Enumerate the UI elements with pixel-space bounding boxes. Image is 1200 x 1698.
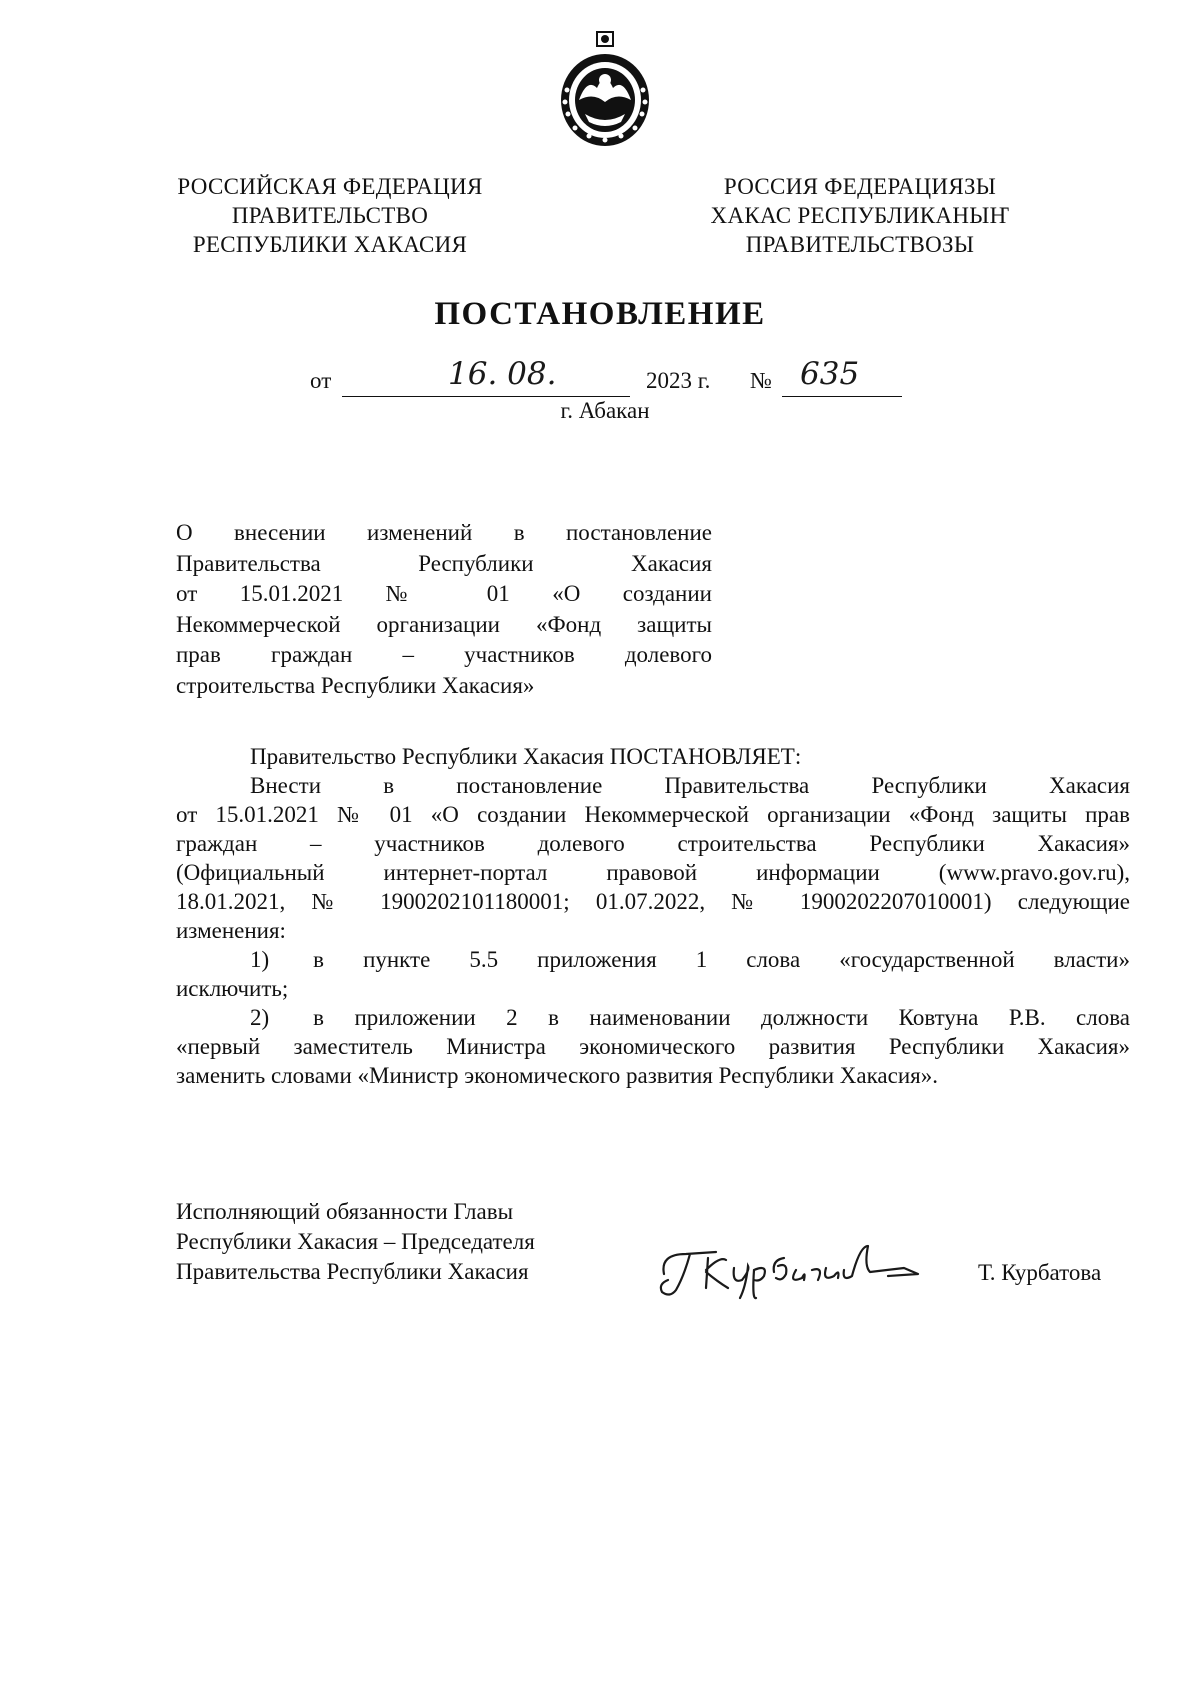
intro-line-5: 18.01.2021, № 1900202101180001; 01.07.2022, № 1900202207010001) следующие	[176, 889, 1130, 914]
header-right	[690, 172, 1030, 259]
document-title: ПОСТАНОВЛЕНИЕ	[434, 296, 766, 332]
year-label: 2023 г.	[646, 368, 711, 393]
handwritten-signature	[656, 1240, 936, 1302]
list-item-1-number: 1)	[250, 947, 270, 972]
city: г. Абакан	[560, 398, 650, 423]
header-right-line-1: РОССИЯ ФЕДЕРАЦИЯЗЫ	[723, 174, 997, 199]
list-item-1	[176, 945, 1130, 974]
number-label: №	[750, 368, 772, 393]
intro-line-6: изменения:	[176, 918, 286, 943]
handwritten-number: 635	[800, 356, 860, 392]
header-left	[160, 172, 500, 259]
intro-line-1: Внести в постановление Правительства Республики Хакасия	[250, 773, 1130, 798]
body-text	[176, 742, 1130, 1090]
date-prefix: от	[310, 368, 332, 393]
decree-line: Правительство Республики Хакасия ПОСТАНОВЛЯЕТ:	[250, 744, 802, 769]
signatory-position-line-2: Республики Хакасия – Председателя	[176, 1229, 535, 1254]
header-right-line-3: ПРАВИТЕЛЬСТВОЗЫ	[745, 232, 975, 257]
signatory-position-line-3: Правительства Республики Хакасия	[176, 1259, 529, 1284]
handwritten-date: 16. 08.	[448, 356, 557, 392]
header-left-line-2: ПРАВИТЕЛЬСТВО	[231, 203, 429, 228]
list-item-1-last: исключить;	[176, 976, 289, 1001]
list-item-2	[176, 1003, 1130, 1032]
subject-line-6: строительства Республики Хакасия»	[176, 672, 535, 698]
header-left-line-1: РОССИЙСКАЯ ФЕДЕРАЦИЯ	[177, 174, 483, 199]
date-blank	[342, 396, 630, 397]
subject-block	[176, 518, 712, 701]
intro-line-4: (Официальный интернет-портал правовой информации (www.pravo.gov.ru),	[176, 860, 1130, 885]
subject-line-1: О внесении изменений в постановление	[176, 520, 712, 545]
list-item-2-number: 2)	[250, 1005, 270, 1030]
list-item-2-text: в приложении 2 в наименовании должности Ковтуна Р.В. слова	[313, 1005, 1130, 1030]
header-right-line-2: ХАКАС РЕСПУБЛИКАНЫҤ	[710, 203, 1010, 228]
intro-line-2: от 15.01.2021 № 01 «О создании Некоммерческой организации «Фонд защиты прав	[176, 802, 1130, 827]
subject-line-5: прав граждан – участников долевого	[176, 642, 712, 667]
subject-line-2: Правительства Республики Хакасия	[176, 550, 712, 576]
signatory-position-line-1: Исполняющий обязанности Главы	[176, 1199, 514, 1224]
list-item-2-line-2: «первый заместитель Министра экономического развития Республики Хакасия»	[176, 1034, 1130, 1059]
number-blank	[782, 396, 902, 397]
subject-line-3: от 15.01.2021 № 01 «О создании	[176, 581, 712, 606]
list-item-1-text: в пункте 5.5 приложения 1 слова «государственной власти»	[313, 947, 1130, 972]
subject-line-4: Некоммерческой организации «Фонд защиты	[176, 611, 712, 637]
signatory-position	[176, 1197, 535, 1287]
header-left-line-3: РЕСПУБЛИКИ ХАКАСИЯ	[192, 232, 468, 257]
coat-of-arms-emblem	[557, 30, 653, 148]
signatory-name: Т. Курбатова	[978, 1260, 1102, 1285]
intro-line-3: граждан – участников долевого строительства Республики Хакасия»	[176, 831, 1130, 856]
list-item-2-last: заменить словами «Министр экономического развития Республики Хакасия».	[176, 1063, 938, 1088]
